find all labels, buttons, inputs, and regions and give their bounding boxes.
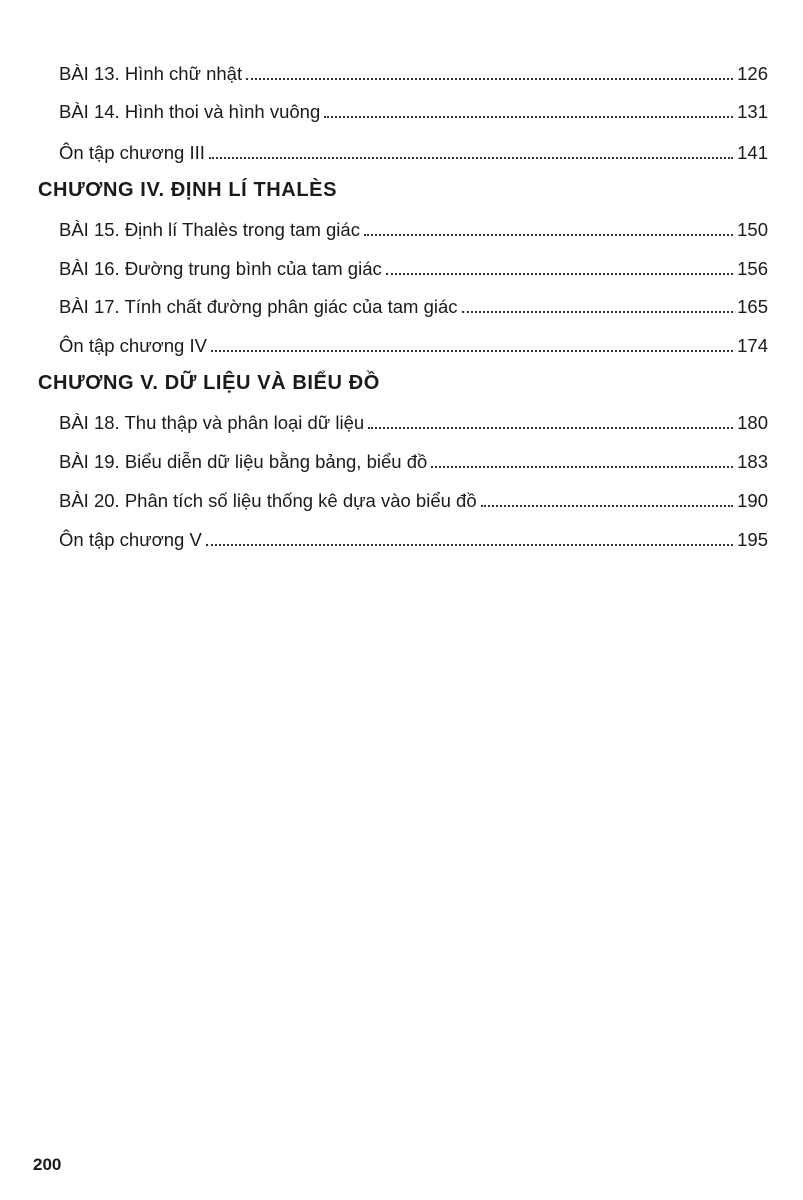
toc-entry-lesson-17 (59, 292, 768, 322)
dot-leader (324, 116, 733, 118)
toc-entry-label: BÀI 14. Hình thoi và hình vuông (59, 101, 321, 122)
toc-entry-label: BÀI 19. Biểu diễn dữ liệu bằng bảng, biểu đồ (59, 451, 428, 472)
dot-leader (462, 311, 734, 313)
toc-entry-lesson-15 (59, 215, 768, 245)
toc-entry-lesson-19 (59, 447, 768, 477)
toc-entry-label: BÀI 18. Thu thập và phân loại dữ liệu (59, 412, 365, 433)
page-number: 200 (33, 1155, 62, 1174)
toc-entry-label: BÀI 16. Đường trung bình của tam giác (59, 258, 382, 279)
toc-entry-lesson-16 (59, 254, 768, 284)
dot-leader (364, 234, 733, 236)
toc-entry-page: 156 (737, 258, 768, 279)
toc-entry-review-chapter-5 (59, 525, 768, 555)
toc-entry-lesson-13 (59, 59, 768, 89)
dot-leader (431, 466, 733, 468)
dot-leader (206, 544, 733, 546)
toc-entry-label: BÀI 17. Tính chất đường phân giác của tam giác (59, 296, 458, 317)
toc-entry-page: 180 (737, 412, 768, 433)
toc-entry-label: Ôn tập chương III (59, 142, 205, 163)
toc-entry-label: BÀI 13. Hình chữ nhật (59, 63, 243, 84)
toc-entry-label: Ôn tập chương V (59, 529, 202, 550)
dot-leader (368, 427, 733, 429)
dot-leader (209, 157, 733, 159)
toc-entry-page: 150 (737, 219, 768, 240)
toc-entry-review-chapter-3 (59, 138, 768, 168)
toc-entry-page: 126 (737, 63, 768, 84)
chapter-heading-4: CHƯƠNG IV. ĐỊNH LÍ THALÈS (38, 179, 338, 201)
dot-leader (246, 78, 733, 80)
toc-entry-lesson-14 (59, 97, 768, 127)
toc-entry-page: 190 (737, 490, 768, 511)
toc-entry-page: 183 (737, 451, 768, 472)
toc-entry-label: BÀI 20. Phân tích số liệu thống kê dựa vào biểu đồ (59, 490, 477, 511)
toc-entry-label: Ôn tập chương IV (59, 335, 207, 356)
toc-entry-lesson-18 (59, 408, 768, 438)
toc-entry-lesson-20 (59, 486, 768, 516)
toc-entry-review-chapter-4 (59, 331, 768, 361)
chapter-heading-5: CHƯƠNG V. DỮ LIỆU VÀ BIỂU ĐỒ (38, 372, 380, 394)
dot-leader (481, 505, 734, 507)
toc-entry-page: 141 (737, 142, 768, 163)
toc-entry-page: 195 (737, 529, 768, 550)
dot-leader (211, 350, 733, 352)
toc-entry-label: BÀI 15. Định lí Thalès trong tam giác (59, 219, 360, 240)
toc-entry-page: 131 (737, 101, 768, 122)
toc-entry-page: 174 (737, 335, 768, 356)
dot-leader (386, 273, 733, 275)
toc-entry-page: 165 (737, 296, 768, 317)
